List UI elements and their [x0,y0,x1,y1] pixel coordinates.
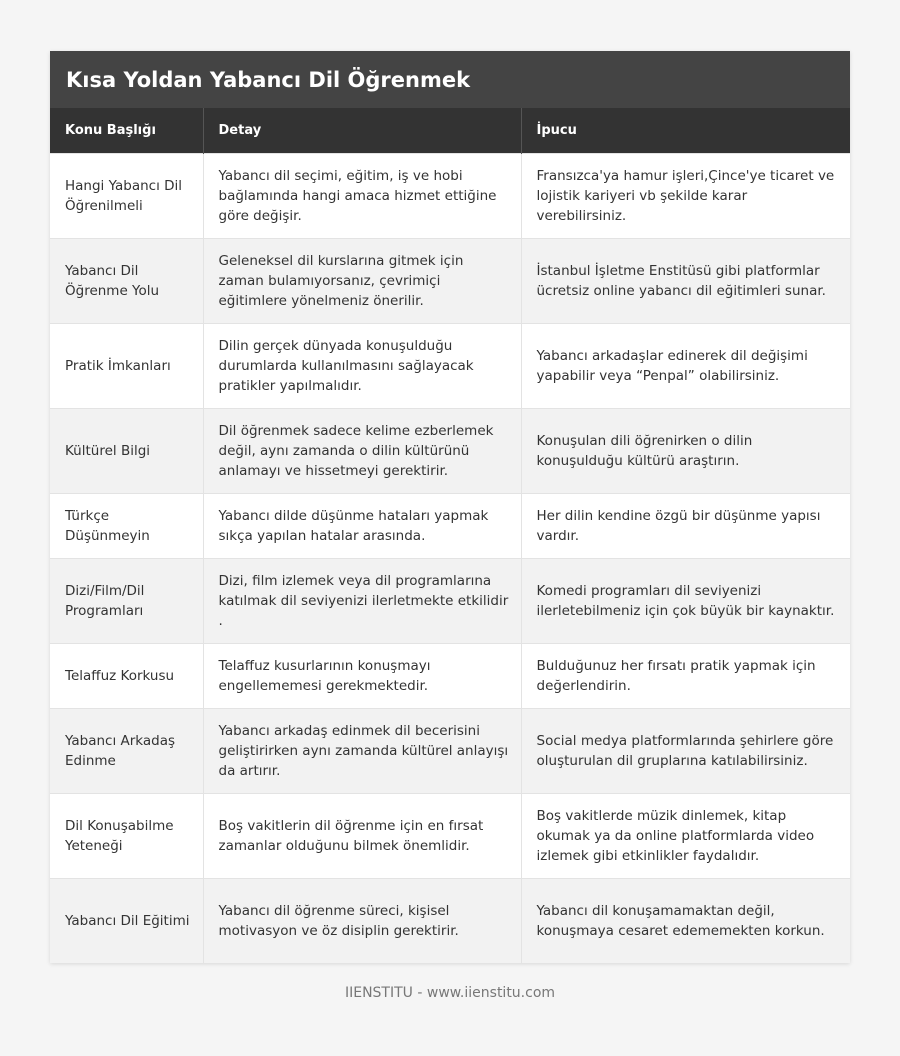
cell-detail: Dizi, film izlemek veya dil programlarına katılmak dil seviyenizi ilerletmekte etkilidir . [203,558,521,643]
column-header-tip: İpucu [521,108,850,153]
table-row [50,643,850,708]
footer-credit: IIENSTITU - www.iienstitu.com [344,985,556,1001]
cell-tip: Bulduğunuz her fırsatı pratik yapmak için değerlendirin. [521,643,850,708]
table-row [50,493,850,558]
table-row [50,708,850,793]
table-row [50,153,850,238]
table-row [50,793,850,878]
cell-topic: Hangi Yabancı Dil Öğrenilmeli [50,153,203,238]
cell-tip: Yabancı arkadaşlar edinerek dil değişimi yapabilir veya “Penpal” olabilirsiniz. [521,323,850,408]
table-card [50,51,850,963]
cell-topic: Yabancı Dil Öğrenme Yolu [50,238,203,323]
cell-topic: Dil Konuşabilme Yeteneği [50,793,203,878]
cell-topic: Pratik İmkanları [50,323,203,408]
cell-detail: Yabancı dil seçimi, eğitim, iş ve hobi bağlamında hangi amaca hizmet ettiğine göre değişir. [203,153,521,238]
column-header-detail: Detay [203,108,521,153]
cell-detail: Boş vakitlerin dil öğrenme için en fırsat zamanlar olduğunu bilmek önemlidir. [203,793,521,878]
table-row [50,238,850,323]
cell-detail: Yabancı dilde düşünme hataları yapmak sıkça yapılan hatalar arasında. [203,493,521,558]
cell-topic: Telaffuz Korkusu [50,643,203,708]
cell-tip: Fransızca'ya hamur işleri,Çince'ye ticaret ve lojistik kariyeri vb şekilde karar verebilirsiniz. [521,153,850,238]
cell-tip: Her dilin kendine özgü bir düşünme yapısı vardır. [521,493,850,558]
cell-detail: Yabancı arkadaş edinmek dil becerisini geliştirirken aynı zamanda kültürel anlayışı da artırır. [203,708,521,793]
cell-tip: Konuşulan dili öğrenirken o dilin konuşulduğu kültürü araştırın. [521,408,850,493]
cell-topic: Dizi/Film/Dil Programları [50,558,203,643]
table-row [50,408,850,493]
cell-detail: Dil öğrenmek sadece kelime ezberlemek değil, aynı zamanda o dilin kültürünü anlamayı ve hissetmeyi gerektirir. [203,408,521,493]
cell-tip: Komedi programları dil seviyenizi ilerletebilmeniz için çok büyük bir kaynaktır. [521,558,850,643]
table-row [50,558,850,643]
cell-detail: Dilin gerçek dünyada konuşulduğu durumlarda kullanılmasını sağlayacak pratikler yapılmalıdır. [203,323,521,408]
cell-detail: Geleneksel dil kurslarına gitmek için zaman bulamıyorsanız, çevrimiçi eğitimlere yönelmeniz önerilir. [203,238,521,323]
cell-tip: Yabancı dil konuşamamaktan değil, konuşmaya cesaret edememekten korkun. [521,878,850,963]
cell-detail: Yabancı dil öğrenme süreci, kişisel motivasyon ve öz disiplin gerektirir. [203,878,521,963]
cell-detail: Telaffuz kusurlarının konuşmayı engellememesi gerekmektedir. [203,643,521,708]
header-row [50,108,850,153]
cell-tip: Boş vakitlerde müzik dinlemek, kitap okumak ya da online platformlarda video izlemek gibi etkinlikler faydalıdır. [521,793,850,878]
cell-tip: Social medya platformlarında şehirlere göre oluşturulan dil gruplarına katılabilirsiniz. [521,708,850,793]
cell-topic: Türkçe Düşünmeyin [50,493,203,558]
cell-topic: Kültürel Bilgi [50,408,203,493]
table-row [50,878,850,963]
table-row [50,323,850,408]
cell-tip: İstanbul İşletme Enstitüsü gibi platformlar ücretsiz online yabancı dil eğitimleri sunar. [521,238,850,323]
cell-topic: Yabancı Dil Eğitimi [50,878,203,963]
table-title: Kısa Yoldan Yabancı Dil Öğrenmek [50,51,850,108]
column-header-topic: Konu Başlığı [50,108,203,153]
cell-topic: Yabancı Arkadaş Edinme [50,708,203,793]
info-table [50,108,850,963]
